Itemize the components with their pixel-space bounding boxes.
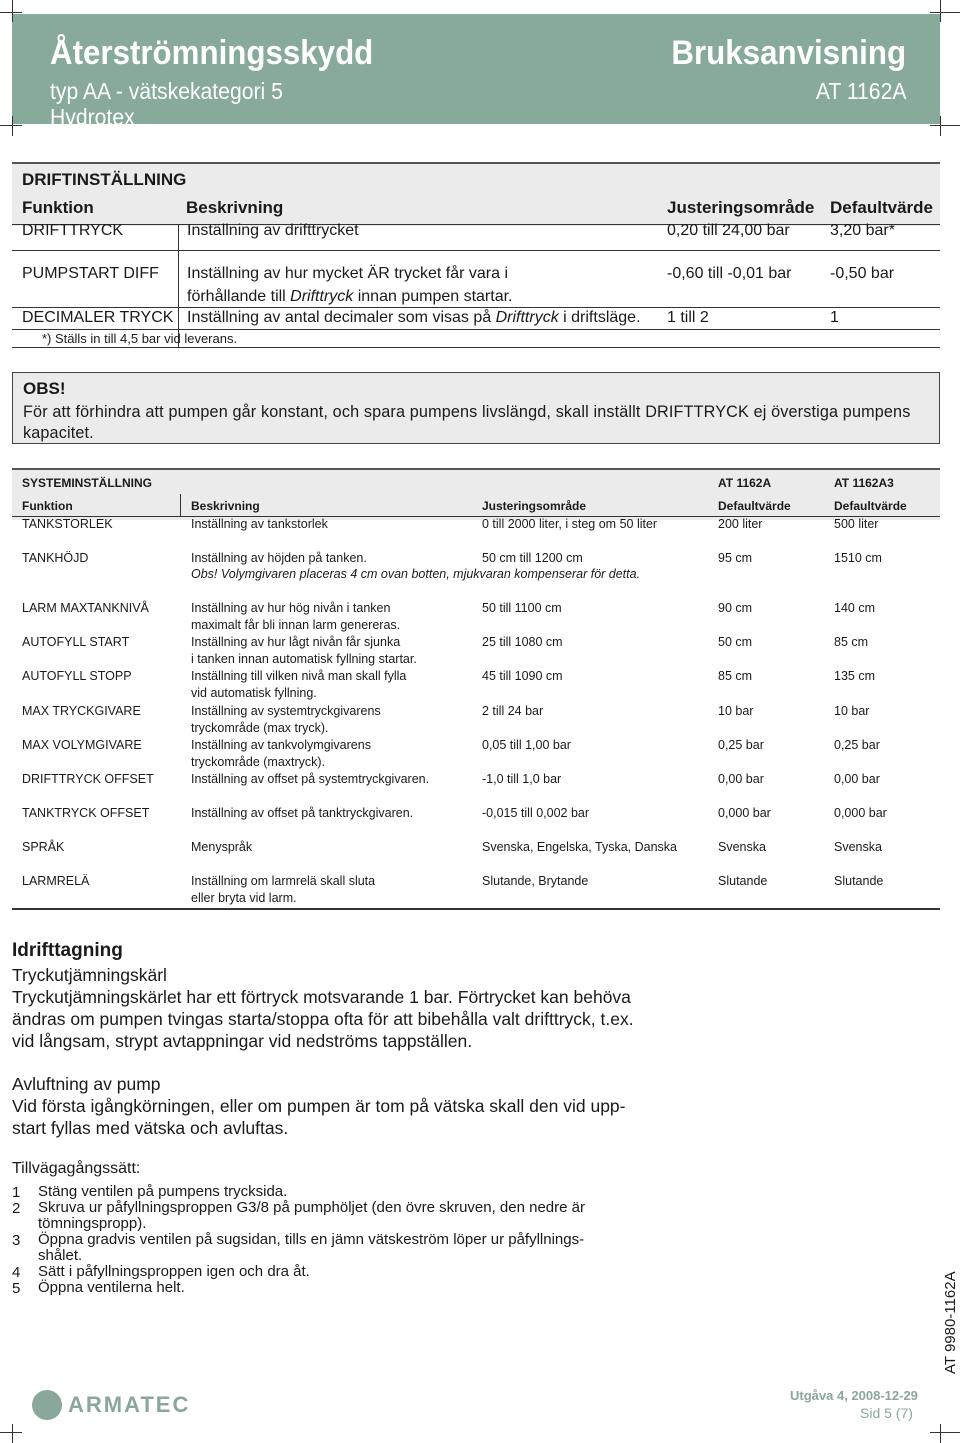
table-cell: 0,00 bar xyxy=(718,772,764,786)
table-cell: 2 till 24 bar xyxy=(482,704,544,718)
notice-title: OBS! xyxy=(23,379,66,398)
step-text: Öppna ventilerna helt. xyxy=(38,1279,185,1296)
step-number: 5 xyxy=(12,1280,21,1297)
subheading: Avluftning av pump xyxy=(12,1074,161,1094)
divider xyxy=(12,347,940,348)
paragraph-line: Vid första igångkörningen, eller om pumpen är tom på vätska skall den vid upp- xyxy=(12,1096,626,1116)
crop-mark xyxy=(940,0,941,22)
table-header xyxy=(12,162,940,226)
model-label: AT 1162A3 xyxy=(834,476,894,490)
notice-text: För att förhindra att pumpen går konstant, och spara pumpens livslängd, skall inställt DRIFTTRYCK ej överstiga pumpens kapacitet. xyxy=(23,403,911,442)
crop-mark xyxy=(12,0,13,22)
document-code: AT 9980-1162A xyxy=(942,1271,959,1374)
table-cell: Inställning av hur mycket ÄR trycket får vara i xyxy=(187,265,508,282)
table-cell: LARMRELÄ xyxy=(22,874,90,888)
armatec-logo-icon xyxy=(32,1390,62,1420)
table-cell: Slutande xyxy=(834,874,884,888)
column-header: Justeringsområde xyxy=(667,198,815,217)
table-cell: 0,000 bar xyxy=(834,806,887,820)
step-text: Sätt i påfyllningsproppen igen och dra åt. xyxy=(38,1263,310,1280)
table-cell: MAX TRYCKGIVARE xyxy=(22,704,141,718)
table-cell: 135 cm xyxy=(834,669,875,683)
table-cell: DRIFTTRYCK OFFSET xyxy=(22,772,154,786)
table-cell: 50 till 1100 cm xyxy=(482,601,562,615)
company-logo: ARMATEC xyxy=(68,1392,191,1417)
table-cell: 10 bar xyxy=(834,704,870,718)
column-header: Beskrivning xyxy=(191,499,260,513)
divider xyxy=(12,307,940,308)
table-cell: TANKHÖJD xyxy=(22,551,89,565)
table-cell: Inställning av hur lågt nivån får sjunka xyxy=(191,635,401,649)
column-divider xyxy=(180,494,181,516)
table-cell: Inställning av antal decimaler som visas på Drifttryck i driftsläge. xyxy=(187,309,641,326)
paragraph-line: ändras om pumpen tvingas starta/stoppa ofta för att bibehålla valt drifttryck, t.ex. xyxy=(12,1009,634,1029)
table-cell: 10 bar xyxy=(718,704,754,718)
divider xyxy=(12,329,940,330)
table-cell: eller bryta vid larm. xyxy=(191,891,297,905)
table-cell: 0,25 bar xyxy=(834,738,880,752)
document-type: Bruksanvisning xyxy=(671,34,906,72)
table-cell: i tanken innan automatisk fyllning startar. xyxy=(191,652,417,666)
table-cell: maximalt får bli innan larm genereras. xyxy=(191,618,401,632)
table-cell: 1 till 2 xyxy=(667,309,709,326)
page-header xyxy=(12,14,940,130)
table-cell: -0,015 till 0,002 bar xyxy=(482,806,590,820)
paragraph-line: start fyllas med vätska och avluftas. xyxy=(12,1118,289,1138)
table-cell: 0,000 bar xyxy=(718,806,771,820)
table-cell: TANKTRYCK OFFSET xyxy=(22,806,150,820)
page-number: Sid 5 (7) xyxy=(860,1405,913,1421)
column-header: Funktion xyxy=(22,198,94,217)
crop-mark xyxy=(12,116,13,136)
table-cell: Inställning av tankstorlek xyxy=(191,517,328,531)
crop-mark xyxy=(930,12,960,13)
table-cell: SPRÅK xyxy=(22,840,65,854)
table-cell: Inställning av offset på systemtryckgivaren. xyxy=(191,772,430,786)
table-cell: 0,05 till 1,00 bar xyxy=(482,738,571,752)
table-cell: AUTOFYLL STOPP xyxy=(22,669,132,683)
step-text: Öppna gradvis ventilen på sugsidan, tills en jämn vätskeström löper ur påfyllnings- xyxy=(38,1231,585,1248)
step-text: Stäng ventilen på pumpens trycksida. xyxy=(38,1183,288,1200)
paragraph-line: Tryckutjämningskärlet har ett förtryck motsvarande 1 bar. Förtrycket kan behöva xyxy=(12,987,631,1007)
table-cell: tryckområde (maxtryck). xyxy=(191,755,326,769)
crop-mark xyxy=(940,116,941,136)
table-cell: 45 till 1090 cm xyxy=(482,669,563,683)
table-cell: Inställning av hur hög nivån i tanken xyxy=(191,601,391,615)
crop-mark xyxy=(12,1424,13,1443)
table-cell: 25 till 1080 cm xyxy=(482,635,563,649)
table-cell: PUMPSTART DIFF xyxy=(22,265,159,282)
notice-box xyxy=(12,372,940,444)
model-number: AT 1162A xyxy=(815,78,906,104)
footnote: *) Ställs in till 4,5 bar vid leverans. xyxy=(42,331,238,346)
crop-mark xyxy=(0,1432,22,1433)
table-cell: Inställning om larmrelä skall sluta xyxy=(191,874,376,888)
step-text: tömningspropp). xyxy=(38,1215,147,1232)
table-cell: 1 xyxy=(830,309,839,326)
table-cell: Inställning till vilken nivå man skall fylla xyxy=(191,669,407,683)
crop-mark xyxy=(0,12,22,13)
table-cell: Inställning av höjden på tanken. xyxy=(191,551,367,565)
column-header: Defaultvärde xyxy=(830,198,933,217)
table-cell: DRIFTTRYCK xyxy=(22,222,124,239)
table-cell: tryckområde (max tryck). xyxy=(191,721,329,735)
table-cell: Inställning av tankvolymgivarens xyxy=(191,738,371,752)
table-cell: -1,0 till 1,0 bar xyxy=(482,772,562,786)
table-cell: 200 liter xyxy=(718,517,763,531)
table-cell: Inställning av drifttrycket xyxy=(187,222,359,239)
system-settings-header xyxy=(12,468,940,520)
crop-mark xyxy=(930,125,960,126)
table-cell: MAX VOLYMGIVARE xyxy=(22,738,142,752)
paragraph-line: vid långsam, strypt avtappningar vid nedströms tappställen. xyxy=(12,1031,473,1051)
table-cell: förhållande till Drifttryck innan pumpen startar. xyxy=(187,288,513,305)
table-cell: 85 cm xyxy=(834,635,869,649)
section-heading: Idrifttagning xyxy=(12,940,123,961)
table-cell: 0,25 bar xyxy=(718,738,764,752)
operation-settings-table xyxy=(12,162,940,226)
table-cell: TANKSTORLEK xyxy=(22,517,113,531)
step-number: 1 xyxy=(12,1184,21,1201)
divider xyxy=(12,250,940,251)
column-header: Defaultvärde xyxy=(718,499,791,513)
table-cell: 95 cm xyxy=(718,551,753,565)
table-cell: DECIMALER TRYCK xyxy=(22,309,174,326)
step-number: 2 xyxy=(12,1200,21,1217)
table-cell: Menyspråk xyxy=(191,840,253,854)
table-cell: LARM MAXTANKNIVÅ xyxy=(22,601,149,615)
step-text: shålet. xyxy=(38,1247,83,1264)
divider xyxy=(12,908,940,910)
table-cell: Inställning av systemtryckgivarens xyxy=(191,704,381,718)
step-number: 4 xyxy=(12,1264,21,1281)
table-section-title: SYSTEMINSTÄLLNING xyxy=(22,476,153,490)
table-cell: vid automatisk fyllning. xyxy=(191,686,317,700)
column-header: Justeringsområde xyxy=(482,499,587,513)
table-cell: Slutande, Brytande xyxy=(482,874,589,888)
table-section-title: DRIFTINSTÄLLNING xyxy=(22,170,187,189)
crop-mark xyxy=(940,1424,941,1443)
step-text: Skruva ur påfyllningsproppen G3/8 på pumphöljet (den övre skruven, den nedre är xyxy=(38,1199,585,1216)
table-cell: 1510 cm xyxy=(834,551,882,565)
table-cell: -0,50 bar xyxy=(830,265,895,282)
model-label: AT 1162A xyxy=(718,476,772,490)
table-cell: -0,60 till -0,01 bar xyxy=(667,265,792,282)
table-cell: 50 cm till 1200 cm xyxy=(482,551,583,565)
volume-sensor-note: Obs! Volymgivaren placeras 4 cm ovan botten, mjukvaran kompenserar för detta. xyxy=(191,567,641,581)
column-header: Defaultvärde xyxy=(834,499,907,513)
column-header: Funktion xyxy=(22,499,73,513)
table-cell: Svenska, Engelska, Tyska, Danska xyxy=(482,840,678,854)
table-cell: 3,20 bar* xyxy=(830,222,895,239)
table-cell: 85 cm xyxy=(718,669,753,683)
crop-mark xyxy=(0,125,22,126)
table-cell: 50 cm xyxy=(718,635,753,649)
table-cell: 0 till 2000 liter, i steg om 50 liter xyxy=(482,517,658,531)
table-cell: Svenska xyxy=(718,840,766,854)
table-cell: AUTOFYLL START xyxy=(22,635,130,649)
divider xyxy=(12,516,940,517)
column-header: Beskrivning xyxy=(186,198,284,217)
divider xyxy=(12,224,940,225)
table-cell: 0,20 till 24,00 bar xyxy=(667,222,790,239)
document-title: Återströmningsskydd xyxy=(50,34,374,72)
procedure-label: Tillvägagångssätt: xyxy=(12,1160,141,1177)
table-cell: Inställning av offset på tanktryckgivaren. xyxy=(191,806,414,820)
step-number: 3 xyxy=(12,1232,21,1249)
table-cell: 140 cm xyxy=(834,601,875,615)
crop-mark xyxy=(930,1432,960,1433)
table-cell: 500 liter xyxy=(834,517,879,531)
document-subtitle: typ AA - vätskekategori 5 xyxy=(50,78,283,104)
table-cell: Slutande xyxy=(718,874,768,888)
subheading: Tryckutjämningskärl xyxy=(12,965,167,985)
manufacturer-name: Hydrotex xyxy=(50,104,135,130)
table-cell: 0,00 bar xyxy=(834,772,880,786)
table-cell: 90 cm xyxy=(718,601,753,615)
edition-label: Utgåva 4, 2008-12-29 xyxy=(790,1388,918,1403)
table-cell: Svenska xyxy=(834,840,882,854)
